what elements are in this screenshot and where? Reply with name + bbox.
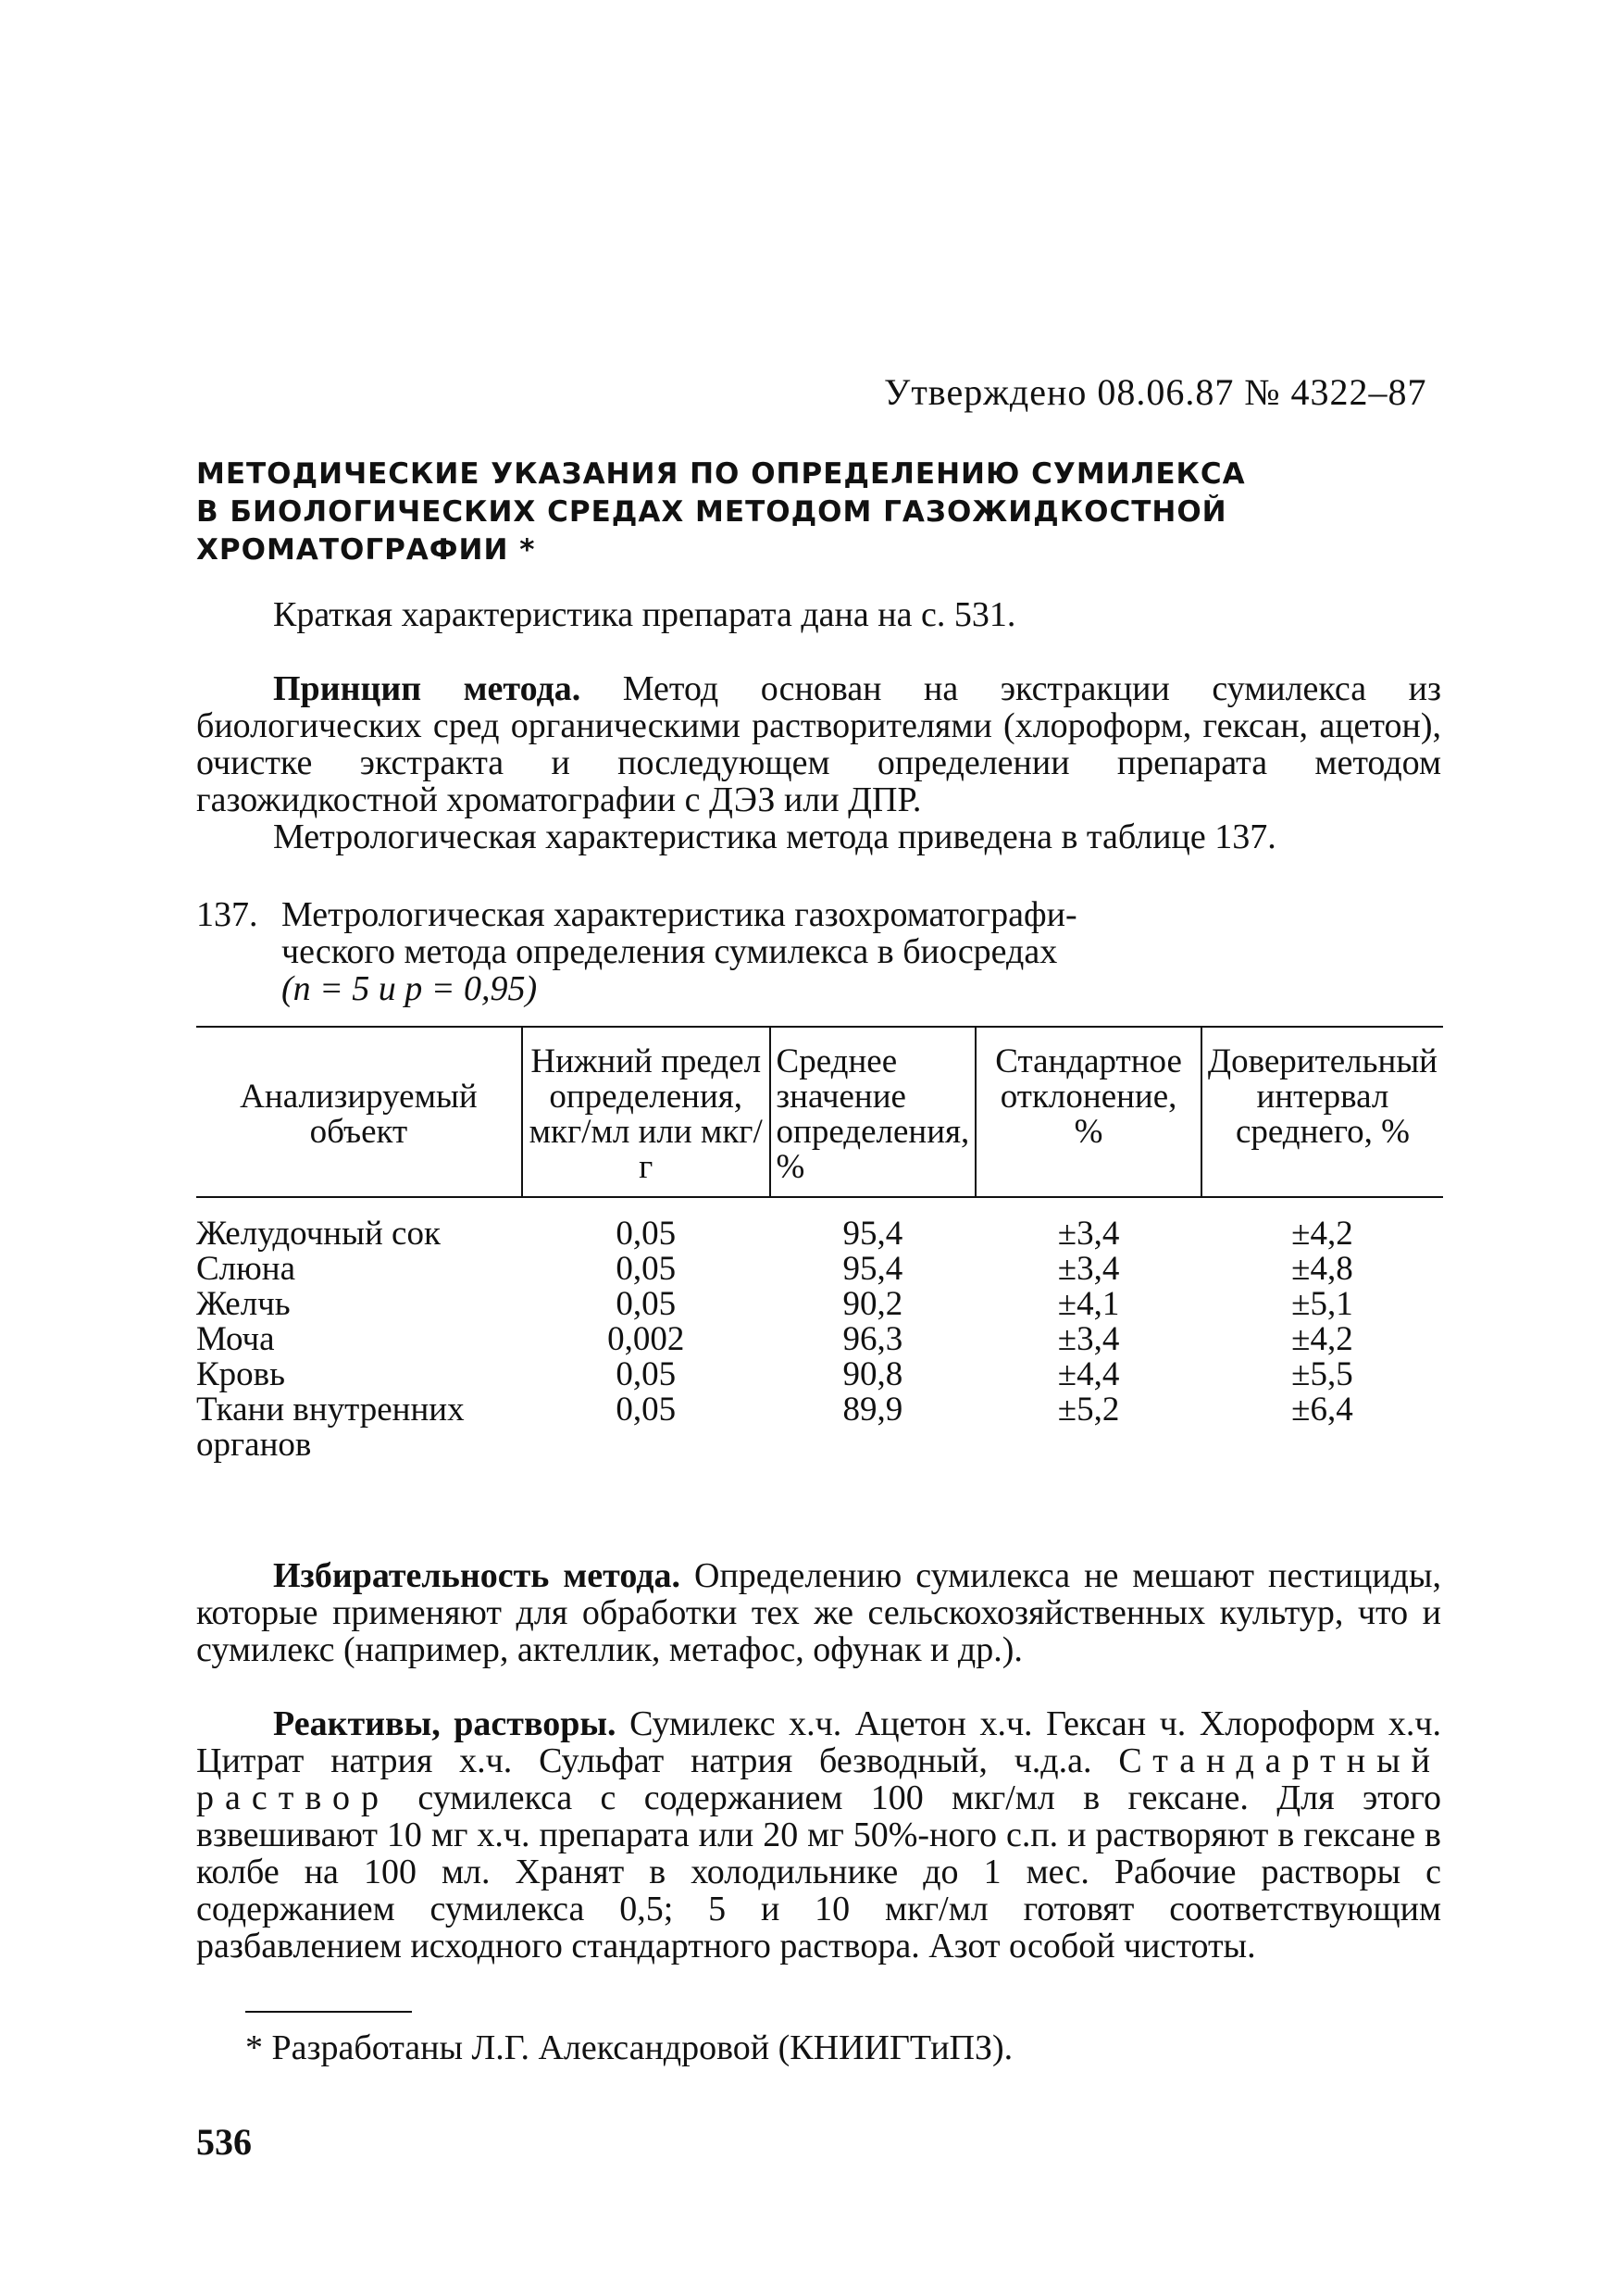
footnote-divider <box>245 2011 412 2013</box>
selectivity-paragraph <box>196 1557 1441 1668</box>
cell-mean: 90,8 <box>842 1355 903 1393</box>
title-line: ХРОМАТОГРАФИИ * <box>196 533 536 567</box>
header-std: Стандартное отклонение, % <box>976 1027 1201 1197</box>
title-line: В БИОЛОГИЧЕСКИХ СРЕДАХ МЕТОДОМ ГАЗОЖИДКОСТНОЙ <box>196 495 1227 529</box>
table-row <box>196 1357 1443 1392</box>
cell-lower-limit: 0,05 <box>616 1355 677 1393</box>
caption-line: Метрологическая характеристика газохроматографи- <box>281 895 1077 934</box>
header-mean: Среднее значение определения, % <box>770 1027 977 1197</box>
approval-stamp: Утверждено 08.06.87 № 4322–87 <box>884 371 1427 413</box>
principle-text: Метод основан на экстракции сумилекса из биологических сред органическими растворителями (хлороформ, гексан, ацетон), очистке экстракта и последующем определении препарата методом газожидкостной хроматографии с ДЭЗ или ДПР. <box>196 669 1441 819</box>
brief-paragraph: Краткая характеристика препарата дана на с. 531. <box>273 595 1016 634</box>
principle-paragraph <box>196 670 1441 818</box>
cell-interval: ±4,2 <box>1291 1320 1353 1358</box>
cell-lower-limit: 0,05 <box>616 1215 677 1253</box>
cell-interval: ±5,5 <box>1291 1355 1353 1393</box>
footnote: * Разработаны Л.Г. Александровой (КНИИГТиПЗ). <box>245 2028 1014 2067</box>
metrology-text: приведена в таблице 137. <box>889 817 1276 856</box>
reagents-text-continued: сумилекса с содержанием 100 мкг/мл в гексане. Для этого взвешивают 10 мг х.ч. препарата или 20 мг 50%-ного с.п. и растворяют в гексане в колбе на 100 мл. Хранят в холодильнике до 1 мес. Рабочие растворы с содержанием сумилекса 0,5; 5 и 10 мкг/мл готовят соответствующим разбавлением исходного стандартного раствора. Азот особой чистоты. <box>196 1778 1441 1965</box>
cell-object: Желчь <box>196 1285 291 1323</box>
cell-lower-limit: 0,05 <box>616 1285 677 1323</box>
table-row <box>196 1252 1443 1287</box>
caption-line: ческого метода определения сумилекса в биосредах <box>281 932 1058 971</box>
metrology-reference-paragraph <box>196 818 1441 855</box>
table-row <box>196 1392 1443 1463</box>
header-object: Анализируемый объект <box>196 1027 522 1197</box>
title-line: МЕТОДИЧЕСКИЕ УКАЗАНИЯ ПО ОПРЕДЕЛЕНИЮ СУМИЛЕКСА <box>196 457 1246 491</box>
caption-conditions: (n = 5 и p = 0,95) <box>281 969 538 1008</box>
cell-object: Моча <box>196 1320 275 1358</box>
reagents-paragraph <box>196 1705 1441 1965</box>
cell-std: ±5,2 <box>1057 1391 1120 1429</box>
cell-object: Ткани внутренних органов <box>196 1391 465 1464</box>
cell-std: ±3,4 <box>1057 1215 1120 1253</box>
header-lower-limit: Нижний предел определения, мкг/мл или мкг/г <box>522 1027 770 1197</box>
cell-mean: 89,9 <box>842 1391 903 1429</box>
reagents-text: Сумилекс х.ч. Ацетон х.ч. Гексан ч. Хлороформ х.ч. Цитрат натрия х.ч. Сульфат натрия безводный, ч.д.а. <box>196 1704 1441 1780</box>
metrology-table <box>196 1026 1443 1463</box>
cell-lower-limit: 0,05 <box>616 1250 677 1288</box>
table-row <box>196 1322 1443 1357</box>
cell-mean: 95,4 <box>842 1215 903 1253</box>
cell-std: ±4,4 <box>1057 1355 1120 1393</box>
selectivity-text: Определению сумилекса не мешают пестициды, которые применяют для обработки тех же сельскохозяйственных культур, что и сумилекс (например, актеллик, метафос, офунак и др.). <box>196 1556 1441 1669</box>
cell-mean: 96,3 <box>842 1320 903 1358</box>
cell-object: Слюна <box>196 1250 296 1288</box>
cell-lower-limit: 0,05 <box>616 1391 677 1429</box>
table-row <box>196 1197 1443 1252</box>
cell-std: ±3,4 <box>1057 1250 1120 1288</box>
cell-interval: ±5,1 <box>1291 1285 1353 1323</box>
cell-object: Желудочный сок <box>196 1215 441 1253</box>
cell-interval: ±6,4 <box>1291 1391 1353 1429</box>
cell-std: ±4,1 <box>1057 1285 1120 1323</box>
reagents-label: Реактивы, растворы. <box>273 1704 616 1743</box>
cell-interval: ±4,2 <box>1291 1215 1353 1253</box>
principle-label: Принцип метода. <box>273 669 581 708</box>
cell-mean: 95,4 <box>842 1250 903 1288</box>
standard-solution-term: Стандартный раствор <box>196 1741 1441 1817</box>
table-row <box>196 1287 1443 1322</box>
metrology-label: Метрологическая характеристика метода <box>273 817 890 856</box>
cell-mean: 90,2 <box>842 1285 903 1323</box>
cell-std: ±3,4 <box>1057 1320 1120 1358</box>
document-title <box>196 455 1261 569</box>
page-number: 536 <box>196 2121 252 2163</box>
table-number: 137. <box>196 895 258 934</box>
cell-object: Кровь <box>196 1355 286 1393</box>
cell-lower-limit: 0,002 <box>607 1320 685 1358</box>
table-header-row <box>196 1027 1443 1197</box>
header-interval: Доверительный интервал среднего, % <box>1201 1027 1443 1197</box>
selectivity-label: Избирательность метода. <box>273 1556 680 1595</box>
cell-interval: ±4,8 <box>1291 1250 1353 1288</box>
